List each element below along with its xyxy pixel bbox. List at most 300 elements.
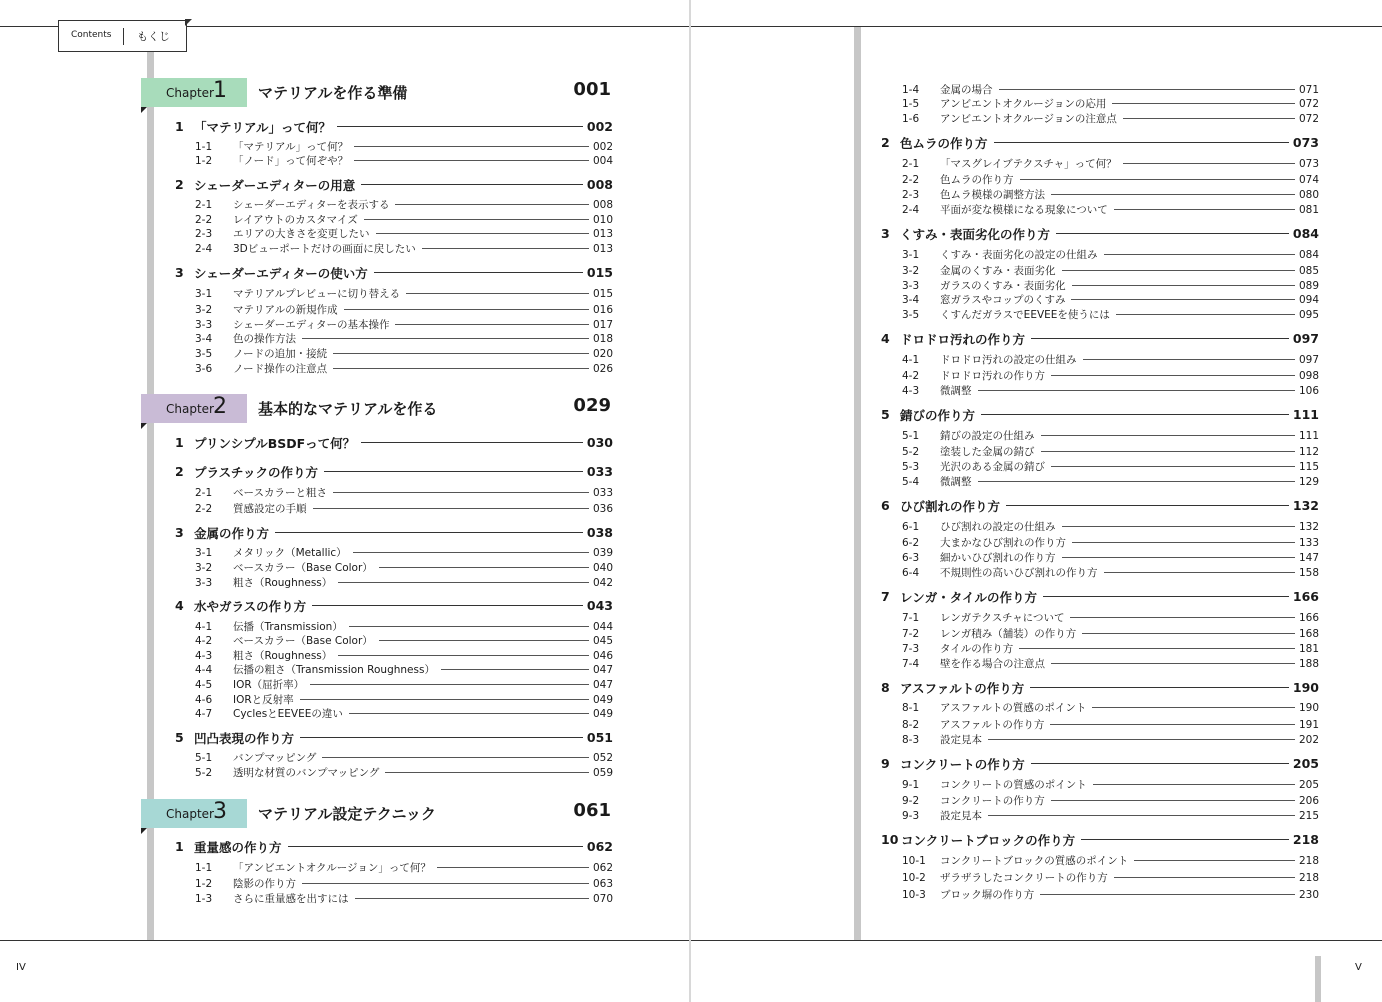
sub-title: レンガ積み（舗装）の作り方 — [940, 628, 1077, 640]
section-page: 205 — [1292, 756, 1319, 771]
sub-page: 063 — [592, 877, 613, 890]
leader-line — [302, 883, 589, 884]
toc-subsection[interactable] — [902, 172, 1319, 187]
sub-title: ノード操作の注意点 — [233, 363, 328, 375]
sub-number: 1-2 — [195, 154, 213, 167]
toc-subsection[interactable] — [195, 648, 613, 663]
sub-number: 2-3 — [902, 188, 920, 201]
right-page — [691, 0, 1382, 1002]
sub-page: 040 — [592, 561, 613, 574]
toc-section[interactable] — [881, 497, 1319, 514]
leader-line — [1123, 163, 1295, 164]
toc-section[interactable] — [881, 330, 1319, 347]
toc-subsection[interactable] — [902, 187, 1319, 202]
leader-line — [1051, 194, 1295, 195]
sub-page: 073 — [1298, 157, 1319, 170]
sub-number: 3-1 — [902, 248, 920, 261]
left-page — [0, 0, 690, 1002]
chapter-3-heading[interactable] — [141, 799, 613, 828]
section-title: コンクリートの作り方 — [900, 756, 1025, 772]
toc-subsection[interactable] — [902, 96, 1319, 111]
leader-line — [333, 492, 589, 493]
toc-subsection[interactable] — [902, 641, 1319, 656]
toc-subsection[interactable] — [195, 677, 613, 692]
section-title: 重量感の作り方 — [194, 839, 282, 855]
leader-line — [1092, 707, 1295, 708]
sub-title: 微調整 — [940, 476, 972, 488]
leader-line — [1019, 648, 1295, 649]
sub-number: 1-5 — [902, 97, 920, 110]
sub-number: 6-2 — [902, 536, 920, 549]
sub-page: 018 — [592, 332, 613, 345]
sub-title: さらに重量感を出すには — [233, 893, 349, 905]
sub-title: レンガテクスチャについて — [940, 612, 1065, 624]
sub-title: エリアの大きさを変更したい — [233, 228, 370, 240]
toc-section[interactable] — [175, 597, 613, 614]
sub-title: シェーダーエディターの基本操作 — [233, 319, 390, 331]
leader-line — [275, 532, 583, 533]
sub-title: 不規則性の高いひび割れの作り方 — [940, 567, 1098, 579]
sub-title: バンプマッピング — [233, 752, 317, 764]
leader-line — [1104, 572, 1295, 573]
toc-subsection[interactable] — [195, 317, 613, 332]
sub-page: 017 — [592, 318, 613, 331]
sub-title: 陰影の作り方 — [233, 878, 296, 890]
leader-line — [988, 739, 1295, 740]
toc-subsection[interactable] — [195, 876, 613, 891]
toc-section[interactable] — [175, 729, 613, 746]
leader-line — [1041, 451, 1295, 452]
gutter-bar — [854, 27, 861, 940]
toc-subsection[interactable] — [195, 346, 613, 361]
sub-page: 016 — [592, 303, 613, 316]
sub-title: くすみ・表面劣化の設定の仕組み — [940, 249, 1098, 261]
toc-subsection[interactable] — [902, 853, 1319, 868]
sub-page: 205 — [1298, 778, 1319, 791]
toc-subsection[interactable] — [195, 302, 613, 317]
sub-title: 設定見本 — [940, 734, 982, 746]
sub-page: 129 — [1298, 475, 1319, 488]
section-page: 190 — [1292, 680, 1319, 695]
sub-page: 072 — [1298, 97, 1319, 110]
toc-subsection[interactable] — [195, 361, 613, 376]
section-number: 9 — [881, 756, 890, 771]
toc-subsection[interactable] — [902, 610, 1319, 625]
sub-title: 質感設定の手順 — [233, 503, 307, 515]
sub-number: 7-3 — [902, 642, 920, 655]
folio-bar — [1315, 956, 1321, 1002]
toc-subsection[interactable] — [902, 519, 1319, 534]
section-number: 1 — [175, 435, 184, 450]
toc-subsection[interactable] — [195, 241, 613, 256]
toc-subsection[interactable] — [902, 383, 1319, 398]
section-page: 051 — [586, 730, 613, 745]
section-title: ドロドロ汚れの作り方 — [900, 331, 1026, 347]
leader-line — [994, 142, 1289, 143]
sub-number: 8-1 — [902, 701, 920, 714]
toc-subsection[interactable] — [902, 808, 1319, 823]
sub-number: 6-3 — [902, 551, 920, 564]
sub-number: 10-1 — [902, 854, 926, 867]
sub-page: 039 — [592, 546, 613, 559]
leader-line — [333, 368, 589, 369]
sub-page: 181 — [1298, 642, 1319, 655]
toc-section[interactable] — [881, 755, 1319, 772]
toc-subsection[interactable] — [902, 732, 1319, 747]
toc-subsection[interactable] — [195, 575, 613, 590]
sub-number: 3-2 — [902, 264, 920, 277]
toc-section[interactable] — [175, 524, 613, 541]
sub-title: タイルの作り方 — [940, 643, 1014, 655]
chapter-2-heading[interactable] — [141, 394, 613, 423]
sub-page: 044 — [592, 620, 613, 633]
chapter-title: 基本的なマテリアルを作る — [258, 400, 438, 418]
toc-subsection[interactable] — [902, 887, 1319, 902]
chapter-page: 001 — [573, 79, 611, 100]
toc-subsection[interactable] — [902, 202, 1319, 217]
leader-line — [338, 582, 589, 583]
toc-subsection[interactable] — [195, 619, 613, 634]
toc-subsection[interactable] — [195, 891, 613, 906]
sub-title: アンビエントオクルージョンの注意点 — [940, 113, 1117, 125]
sub-number: 1-3 — [195, 892, 213, 905]
sub-number: 4-7 — [195, 707, 213, 720]
sub-number: 10-2 — [902, 871, 926, 884]
sub-page: 004 — [592, 154, 613, 167]
toc-subsection[interactable] — [195, 212, 613, 227]
contents-tab — [58, 20, 187, 52]
sub-number: 1-2 — [195, 877, 213, 890]
toc-subsection[interactable] — [902, 368, 1319, 383]
toc-subsection[interactable] — [195, 485, 613, 500]
section-page: 084 — [1292, 226, 1319, 241]
sub-title: 「マスグレイブテクスチャ」って何？ — [940, 158, 1117, 170]
sub-number: 1-4 — [902, 83, 920, 96]
toc-section[interactable] — [881, 831, 1319, 848]
sub-page: 026 — [592, 362, 613, 375]
sub-title: くすんだガラスでEEVEEを使うには — [940, 309, 1110, 321]
sub-title: ドロドロ汚れの設定の仕組み — [940, 354, 1077, 366]
leader-line — [1051, 800, 1295, 801]
sub-number: 8-3 — [902, 733, 920, 746]
sub-title: 平面が変な模様になる現象について — [940, 204, 1108, 216]
sub-page: 111 — [1298, 429, 1319, 442]
toc-subsection[interactable] — [195, 706, 613, 721]
sub-title: 金属の場合 — [940, 84, 993, 96]
sub-number: 4-3 — [195, 649, 213, 662]
sub-title: 微調整 — [940, 385, 972, 397]
leader-line — [981, 414, 1289, 415]
toc-subsection[interactable] — [195, 153, 613, 168]
leader-line — [1071, 299, 1294, 300]
leader-line — [1081, 839, 1289, 840]
chapter-1-heading[interactable] — [141, 78, 613, 107]
toc-section[interactable] — [175, 176, 613, 193]
sub-page: 013 — [592, 227, 613, 240]
toc-section[interactable] — [175, 463, 613, 480]
toc-subsection[interactable] — [902, 444, 1319, 459]
sub-number: 3-5 — [195, 347, 213, 360]
toc-section[interactable] — [881, 134, 1319, 151]
sub-title: 細かいひび割れの作り方 — [940, 552, 1056, 564]
sub-number: 2-4 — [195, 242, 213, 255]
sub-page: 074 — [1298, 173, 1319, 186]
sub-title: 色ムラ模様の調整方法 — [940, 189, 1045, 201]
section-number: 4 — [175, 598, 184, 613]
leader-line — [300, 699, 589, 700]
toc-subsection[interactable] — [195, 560, 613, 575]
sub-page: 047 — [592, 663, 613, 676]
section-number: 3 — [175, 525, 184, 540]
sub-number: 6-1 — [902, 520, 920, 533]
sub-page: 218 — [1298, 854, 1319, 867]
leader-line — [312, 605, 583, 606]
sub-page: 089 — [1298, 279, 1319, 292]
toc-subsection[interactable] — [902, 278, 1319, 293]
leader-line — [322, 757, 589, 758]
sub-page: 002 — [592, 140, 613, 153]
sub-page: 206 — [1298, 794, 1319, 807]
chapter-page: 061 — [573, 800, 611, 821]
section-number: 8 — [881, 680, 890, 695]
sub-page: 106 — [1298, 384, 1319, 397]
toc-subsection[interactable] — [902, 459, 1319, 474]
sub-page: 049 — [592, 693, 613, 706]
toc-subsection[interactable] — [195, 139, 613, 154]
toc-subsection[interactable] — [902, 656, 1319, 671]
toc-subsection[interactable] — [195, 662, 613, 677]
toc-subsection[interactable] — [902, 777, 1319, 792]
toc-subsection[interactable] — [902, 307, 1319, 322]
badge-corner-triangle — [141, 423, 147, 429]
sub-page: 072 — [1298, 112, 1319, 125]
bottom-rule — [0, 940, 690, 941]
sub-number: 3-3 — [195, 576, 213, 589]
sub-page: 045 — [592, 634, 613, 647]
toc-section[interactable] — [175, 264, 613, 281]
sub-number: 2-2 — [902, 173, 920, 186]
leader-line — [354, 160, 589, 161]
toc-section[interactable] — [881, 225, 1319, 242]
leader-line — [1114, 877, 1295, 878]
sub-title: ノードの追加・接続 — [233, 348, 328, 360]
section-page: 015 — [586, 265, 613, 280]
sub-title: ベースカラー（Base Color） — [233, 562, 373, 574]
toc-subsection[interactable] — [902, 82, 1319, 97]
toc-subsection[interactable] — [902, 111, 1319, 126]
sub-page: 049 — [592, 707, 613, 720]
sub-page: 042 — [592, 576, 613, 589]
sub-title: 3Dビューポートだけの画面に戻したい — [233, 243, 416, 255]
leader-line — [1030, 687, 1289, 688]
chapter-number: 2 — [213, 394, 227, 419]
sub-title: マテリアルの新規作成 — [233, 304, 338, 316]
toc-subsection[interactable] — [902, 428, 1319, 443]
section-number: 5 — [881, 407, 890, 422]
toc-subsection[interactable] — [195, 750, 613, 765]
sub-title: IOR（屈折率） — [233, 679, 305, 691]
chapter-page: 029 — [573, 395, 611, 416]
toc-subsection[interactable] — [195, 197, 613, 212]
toc-subsection[interactable] — [195, 692, 613, 707]
section-page: 073 — [1292, 135, 1319, 150]
toc-subsection[interactable] — [902, 535, 1319, 550]
sub-page: 168 — [1298, 627, 1319, 640]
sub-number: 4-3 — [902, 384, 920, 397]
leader-line — [313, 508, 589, 509]
section-page: 038 — [586, 525, 613, 540]
chapter-label: Chapter — [166, 402, 214, 416]
toc-subsection[interactable] — [902, 550, 1319, 565]
section-number: 2 — [175, 177, 184, 192]
sub-number: 2-2 — [195, 502, 213, 515]
sub-number: 3-3 — [902, 279, 920, 292]
sub-number: 5-1 — [195, 751, 213, 764]
leader-line — [1051, 375, 1295, 376]
sub-title: 色の操作方法 — [233, 333, 296, 345]
toc-subsection[interactable] — [902, 474, 1319, 489]
leader-line — [1114, 209, 1295, 210]
leader-line — [441, 669, 589, 670]
sub-number: 2-2 — [195, 213, 213, 226]
sub-title: 塗装した金属の錆び — [940, 446, 1035, 458]
section-page: 166 — [1292, 589, 1319, 604]
section-page: 008 — [586, 177, 613, 192]
leader-line — [361, 184, 583, 185]
chapter-badge — [141, 799, 247, 828]
toc-subsection[interactable] — [902, 565, 1319, 580]
sub-number: 5-2 — [195, 766, 213, 779]
sub-page: 013 — [592, 242, 613, 255]
leader-line — [379, 640, 589, 641]
sub-title: シェーダーエディターを表示する — [233, 199, 390, 211]
sub-title: 伝播の粗さ（Transmission Roughness） — [233, 664, 435, 676]
leader-line — [1062, 526, 1295, 527]
sub-title: アスファルトの質感のポイント — [940, 702, 1087, 714]
sub-number: 8-2 — [902, 718, 920, 731]
leader-line — [1070, 617, 1294, 618]
toc-subsection[interactable] — [902, 870, 1319, 885]
sub-number: 5-3 — [902, 460, 920, 473]
section-number: 1 — [175, 839, 184, 854]
toc-subsection[interactable] — [902, 700, 1319, 715]
leader-line — [1050, 724, 1295, 725]
leader-line — [1040, 894, 1295, 895]
toc-section[interactable] — [881, 588, 1319, 605]
sub-title: 金属のくすみ・表面劣化 — [940, 265, 1056, 277]
section-title: コンクリートブロックの作り方 — [901, 832, 1076, 848]
leader-line — [354, 146, 589, 147]
section-number: 10 — [881, 832, 899, 847]
chapter-number: 3 — [213, 799, 227, 824]
sub-page: 010 — [592, 213, 613, 226]
toc-subsection[interactable] — [902, 352, 1319, 367]
section-title: 金属の作り方 — [194, 525, 270, 541]
leader-line — [288, 846, 583, 847]
leader-line — [337, 126, 583, 127]
toc-subsection[interactable] — [902, 263, 1319, 278]
tab-corner-triangle — [185, 19, 192, 26]
sub-number: 7-2 — [902, 627, 920, 640]
toc-section[interactable] — [175, 118, 613, 135]
sub-title: 「ノード」って何ぞや？ — [233, 155, 349, 167]
sub-number: 7-4 — [902, 657, 920, 670]
sub-number: 4-6 — [195, 693, 213, 706]
toc-subsection[interactable] — [902, 156, 1319, 171]
sub-number: 3-2 — [195, 561, 213, 574]
sub-page: 158 — [1298, 566, 1319, 579]
toc-subsection[interactable] — [195, 633, 613, 648]
toc-subsection[interactable] — [195, 286, 613, 301]
toc-section[interactable] — [175, 838, 613, 855]
sub-number: 2-4 — [902, 203, 920, 216]
toc-subsection[interactable] — [195, 226, 613, 241]
sub-number: 4-5 — [195, 678, 213, 691]
leader-line — [1072, 285, 1295, 286]
section-title: 錆びの作り方 — [900, 407, 976, 423]
toc-subsection[interactable] — [195, 860, 613, 875]
sub-title: レイアウトのカスタマイズ — [233, 214, 358, 226]
toc-subsection[interactable] — [902, 626, 1319, 641]
sub-number: 2-1 — [195, 486, 213, 499]
sub-page: 097 — [1298, 353, 1319, 366]
sub-number: 4-4 — [195, 663, 213, 676]
sub-page: 094 — [1298, 293, 1319, 306]
toc-subsection[interactable] — [902, 247, 1319, 262]
sub-number: 3-6 — [195, 362, 213, 375]
section-page: 218 — [1292, 832, 1319, 847]
toc-section[interactable] — [881, 679, 1319, 696]
sub-title: ガラスのくすみ・表面劣化 — [940, 280, 1066, 292]
section-title: シェーダーエディターの用意 — [194, 177, 356, 193]
sub-page: 112 — [1298, 445, 1319, 458]
leader-line — [406, 293, 589, 294]
section-page: 111 — [1292, 407, 1319, 422]
sub-page: 070 — [592, 892, 613, 905]
toc-subsection[interactable] — [902, 793, 1319, 808]
section-page: 062 — [586, 839, 613, 854]
sub-title: 色ムラの作り方 — [940, 174, 1014, 186]
sub-page: 191 — [1298, 718, 1319, 731]
sub-number: 2-1 — [902, 157, 920, 170]
sub-number: 3-3 — [195, 318, 213, 331]
leader-line — [355, 898, 589, 899]
leader-line — [1062, 270, 1295, 271]
section-title: くすみ・表面劣化の作り方 — [900, 226, 1051, 242]
section-number: 1 — [175, 119, 184, 134]
toc-section[interactable] — [881, 406, 1319, 423]
toc-subsection[interactable] — [195, 765, 613, 780]
section-title: 「マテリアル」って何？ — [194, 119, 332, 135]
leader-line — [1062, 557, 1295, 558]
toc-subsection[interactable] — [902, 292, 1319, 307]
toc-subsection[interactable] — [902, 717, 1319, 732]
contents-label-jp: もくじ — [137, 30, 170, 43]
sub-title: 設定見本 — [940, 810, 982, 822]
section-page: 030 — [586, 435, 613, 450]
toc-subsection[interactable] — [195, 545, 613, 560]
sub-page: 115 — [1298, 460, 1319, 473]
sub-page: 081 — [1298, 203, 1319, 216]
sub-number: 4-2 — [195, 634, 213, 647]
toc-section[interactable] — [175, 434, 613, 451]
leader-line — [1082, 633, 1295, 634]
toc-subsection[interactable] — [195, 331, 613, 346]
sub-title: 錆びの設定の仕組み — [940, 430, 1035, 442]
leader-line — [349, 626, 589, 627]
leader-line — [1056, 233, 1289, 234]
toc-subsection[interactable] — [195, 501, 613, 516]
